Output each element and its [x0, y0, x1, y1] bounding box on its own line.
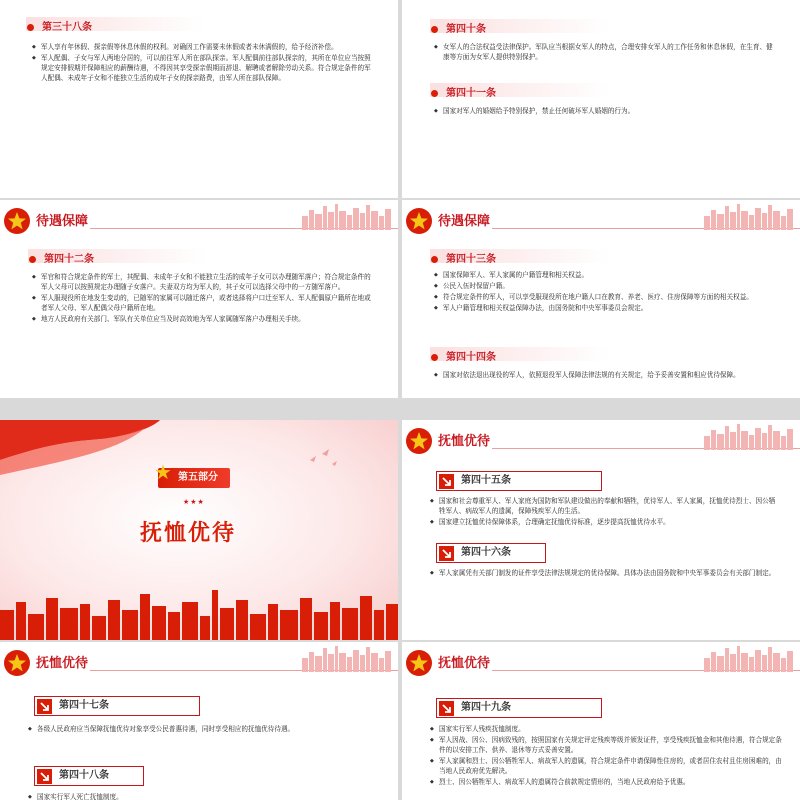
bullet-item: ◆ 军人因战、因公、因病致残的，按照国家有关规定评定残疾等级并颁发证件，享受残疾抚恤金和其他待遇，符合规定条件的以安排工作、供养、退休等方式妥善安置。	[430, 735, 785, 755]
bullet-dot-icon	[431, 90, 438, 97]
bullet-item: ◆ 军人家属凭有关部门制发的证件享受法律法规规定的优待保障。具体办法由国务院和中央军事委员会有关部门制定。	[430, 568, 780, 578]
bullet-item: ◆ 国家实行军人残疾抚恤制度。	[430, 724, 785, 734]
article-heading: 第四十五条	[436, 471, 602, 491]
slide-article-49[interactable]	[402, 642, 800, 800]
arrow-icon	[439, 701, 454, 716]
article-bullets	[434, 270, 779, 314]
article-heading: 第四十七条	[34, 696, 200, 716]
slide-article-45-46[interactable]	[402, 420, 800, 640]
article-bullets	[434, 42, 774, 63]
article-heading: 第四十二条	[29, 250, 94, 265]
header-title: 抚恤优待	[438, 656, 491, 671]
star-badge-icon	[406, 208, 432, 234]
bullet-dot-icon	[29, 256, 36, 263]
skyline-icon	[302, 644, 392, 672]
slide-article-47-48[interactable]	[0, 642, 398, 800]
decor-stars: ★★★	[183, 498, 205, 506]
article-bullets	[430, 568, 780, 579]
bullet-item: ◆ 各级人民政府应当保障抚恤优待对象享受公民普惠待遇，同时享受相应的抚恤优待待遇。	[28, 724, 378, 734]
arrow-icon	[37, 769, 52, 784]
star-badge-icon	[4, 208, 30, 234]
bullet-item: ◆ 国家保障军人、军人家属的户籍管理和相关权益。	[434, 270, 779, 280]
section-cover[interactable]	[0, 420, 398, 640]
star-icon: ★	[154, 460, 172, 484]
bullet-item: ◆ 国家对依法退出现役的军人，依照退役军人保障法律法规的有关规定，给予妥善安置和相应优待保障。	[434, 370, 779, 380]
header-title: 待遇保障	[36, 214, 89, 229]
article-bullets	[28, 724, 378, 735]
slide-article-43-44[interactable]	[402, 200, 800, 398]
skyline-icon	[704, 202, 794, 230]
slide-article-40-41[interactable]	[402, 0, 800, 198]
bullet-item: ◆ 符合规定条件的军人，可以享受服现役所在地户籍人口在教育、养老、医疗、住房保障等方面的相关权益。	[434, 292, 779, 302]
bullet-item: ◆ 军官和符合规定条件的军士，其配偶、未成年子女和不能独立生活的成年子女可以办理随军落户；符合规定条件的军人父母可以按照规定办理随子女落户。夫妻双方均为军人的，其子女可以选择父母中的一方随军落户。	[32, 272, 377, 292]
bullet-item: ◆ 国家和社会尊重军人、军人家庭为国防和军队建设做出的奉献和牺牲，优待军人、军人家属，抚恤优待烈士、因公牺牲军人、病故军人的遗属，保障残疾军人的生活。	[430, 496, 780, 516]
article-heading: 第四十四条	[431, 348, 496, 363]
bullet-item: ◆ 国家对军人的婚姻给予特别保护，禁止任何破坏军人婚姻的行为。	[434, 106, 774, 116]
star-badge-icon	[406, 650, 432, 676]
article-heading: 第四十六条	[436, 543, 546, 563]
arrow-icon	[439, 474, 454, 489]
article-bullets	[28, 792, 378, 800]
article-bullets	[434, 370, 779, 381]
bullet-item: ◆ 公民入伍时保留户籍。	[434, 281, 779, 291]
slide-header	[0, 642, 398, 676]
skyline-icon	[704, 644, 794, 672]
slide-header	[0, 200, 398, 234]
header-title: 抚恤优待	[438, 434, 491, 449]
bullet-dot-icon	[431, 26, 438, 33]
slide-header	[402, 200, 800, 234]
skyline-icon	[704, 422, 794, 450]
article-heading: 第四十一条	[431, 84, 496, 99]
slide-header	[402, 642, 800, 676]
star-badge-icon	[406, 428, 432, 454]
arrow-icon	[439, 546, 454, 561]
bullet-item: ◆ 烈士、因公牺牲军人、病故军人的遗属符合前款规定情形的，当地人民政府给予优惠。	[430, 777, 785, 787]
bullet-item: ◆ 国家建立抚恤优待保障体系，合理确定抚恤优待标准，逐步提高抚恤优待水平。	[430, 517, 780, 527]
bullet-item: ◆ 军人服现役所在地发生变动的，已随军的家属可以随迁落户，或者选择将户口迁至军人、军人配偶原户籍所在地或者军人父母、军人配偶父母户籍所在地。	[32, 293, 377, 313]
bullet-item: ◆ 女军人的合法权益受法律保护。军队应当根据女军人的特点，合理安排女军人的工作任务和休息休假，在生育、健康等方面为女军人提供特别保护。	[434, 42, 774, 62]
bullet-item: ◆ 国家实行军人死亡抚恤制度。	[28, 792, 378, 800]
article-bullets	[32, 42, 372, 84]
slide-article-38[interactable]	[0, 0, 398, 198]
bullet-item: ◆ 军人户籍管理和相关权益保障办法，由国务院和中央军事委员会规定。	[434, 303, 779, 313]
article-bullets	[430, 496, 780, 528]
article-heading: 第四十条	[431, 20, 486, 35]
bullet-item: ◆ 军人配偶、子女与军人两地分居的，可以前往军人所在部队探亲。军人配偶前往部队探亲的，其所在单位应当按照规定安排假期并保障相应的薪酬待遇，不得因其享受探亲假期而辞退、解聘或者解除劳动关系。符合规定条件的军人配偶、未成年子女和不能独立生活的成年子女的探亲路费，由军人所在部队保障。	[32, 53, 372, 83]
section-title: 抚恤优待	[140, 521, 237, 546]
header-title: 抚恤优待	[36, 656, 89, 671]
article-heading: 第四十九条	[436, 698, 602, 718]
article-bullets	[32, 272, 377, 325]
city-skyline-icon	[0, 590, 398, 640]
arrow-icon	[37, 699, 52, 714]
bullet-dot-icon	[431, 354, 438, 361]
bullet-dot-icon	[431, 256, 438, 263]
article-bullets	[430, 724, 785, 788]
bullet-dot-icon	[27, 24, 34, 31]
article-heading: 第四十八条	[34, 766, 144, 786]
article-heading: 第三十八条	[27, 18, 92, 33]
skyline-icon	[302, 202, 392, 230]
bullet-item: ◆ 军人家属和烈士、因公牺牲军人、病故军人的遗属，符合规定条件申请保障性住房的，或者居住农村且住房困难的，由当地人民政府优先解决。	[430, 756, 785, 776]
article-heading: 第四十三条	[431, 250, 496, 265]
section-tag: ★ 第五部分	[158, 468, 230, 488]
article-bullets	[434, 106, 774, 117]
slide-header	[402, 420, 800, 454]
star-badge-icon	[4, 650, 30, 676]
slide-article-42[interactable]	[0, 200, 398, 398]
bullet-item: ◆ 军人享有年休假、探亲假等休息休假的权利。对确因工作需要未休假或者未休满假的，给予经济补偿。	[32, 42, 372, 52]
header-title: 待遇保障	[438, 214, 491, 229]
bullet-item: ◆ 地方人民政府有关部门、军队有关单位应当及时高效地为军人家属随军落户办理相关手续。	[32, 314, 377, 324]
